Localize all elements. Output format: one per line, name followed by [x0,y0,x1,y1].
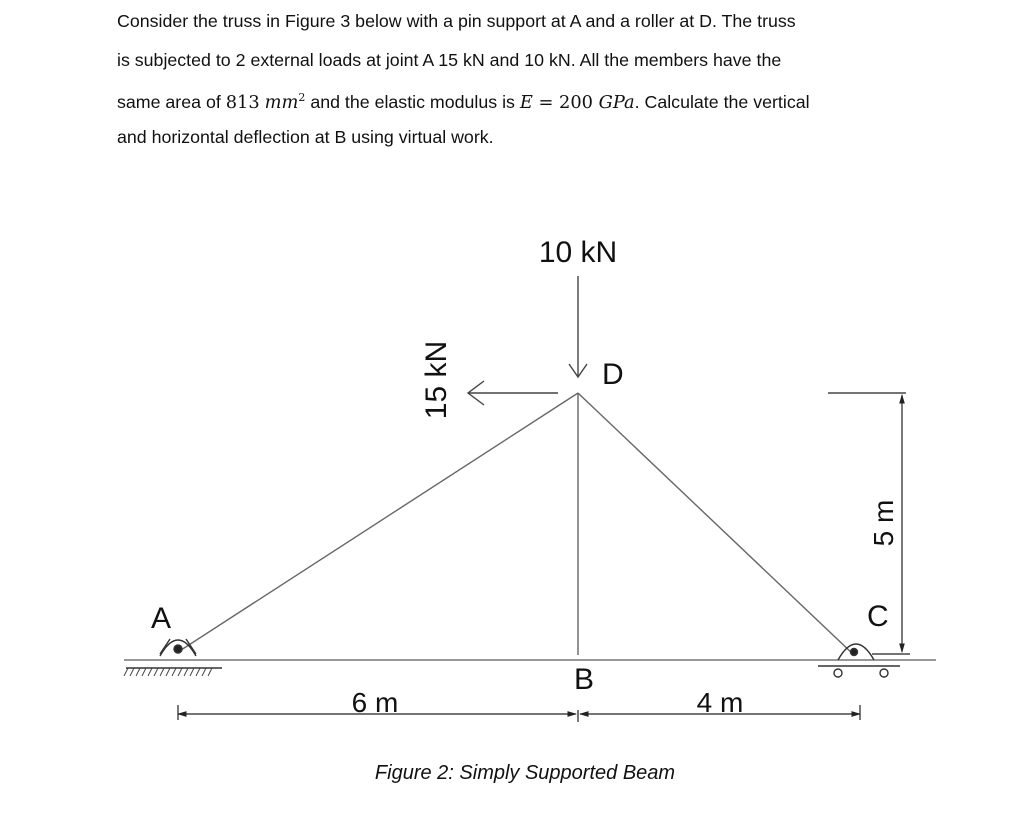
ground-hatch [124,668,212,676]
truss-members [124,393,936,660]
text-area-intro: same area of [117,91,226,112]
vertical-load-arrow [569,276,587,377]
member-DC [578,393,854,655]
text-task: . Calculate the vertical [634,91,810,112]
horizontal-load-arrow [468,381,558,405]
area-exponent: 2 [298,91,306,104]
area-unit: mm [264,91,299,113]
pin-support-A [124,639,222,676]
member-AD [178,393,578,652]
horizontal-dimension [178,705,860,722]
label-15kn: 15 kN [420,340,453,420]
figure-caption: Figure 2: Simply Supported Beam [374,762,676,784]
problem-line-1: Consider the truss in Figure 3 below with a pin support at A and a roller at D. The truss [117,11,796,31]
area-value: 813 [225,91,260,113]
modulus-value: = 200 [532,91,599,113]
node-label-D: D [602,358,624,391]
problem-line-2: is subjected to 2 external loads at joint A 15 kN and 10 kN. All the members have the [117,49,782,70]
modulus-symbol: E [519,91,533,113]
node-label-A: A [151,602,172,635]
dim-label-5m: 5 m [868,499,899,547]
dim-label-4m: 4 m [696,687,744,718]
pin-C [851,649,858,656]
node-label-C: C [867,600,889,633]
problem-line-4: and horizontal deflection at B using virtual work. [117,126,494,147]
label-10kn: 10 kN [538,236,618,269]
dim-label-6m: 6 m [351,687,399,718]
node-label-B: B [574,663,595,696]
modulus-unit: GPa [598,91,635,113]
pin-A [174,645,182,653]
text-modulus-intro: and the elastic modulus is [305,91,520,112]
roller-wheel-right [880,669,888,677]
roller-wheel-left [834,669,842,677]
